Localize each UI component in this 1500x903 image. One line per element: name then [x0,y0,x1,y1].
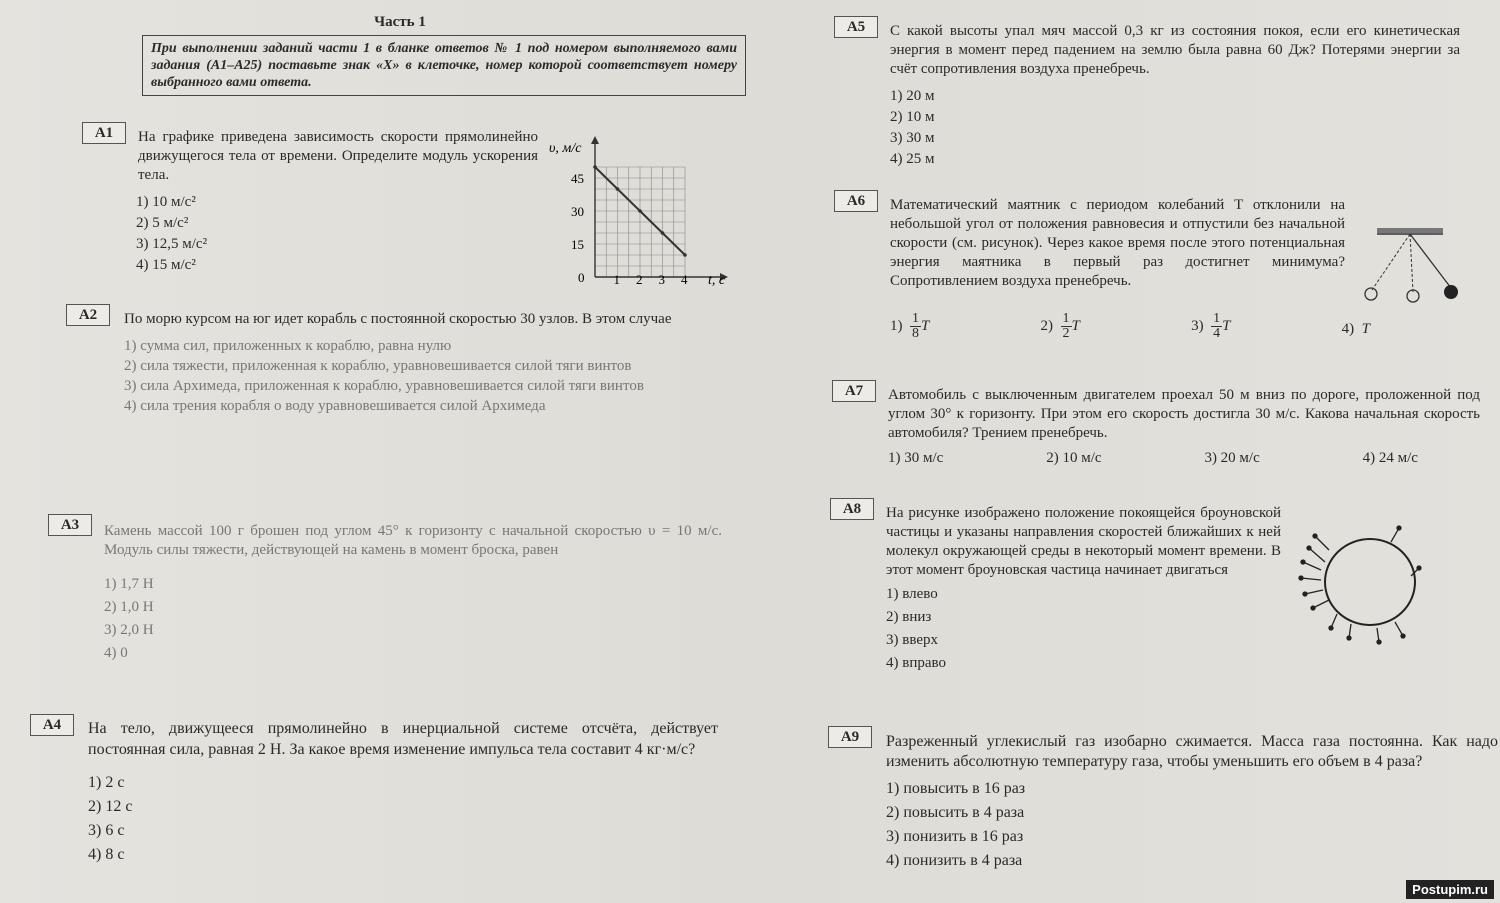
part-title: Часть 1 [374,14,426,30]
task-a1-option: 1) 10 м/с² [136,194,196,210]
task-a9 [886,732,1498,874]
graph-y-label: υ, м/с [549,141,582,156]
molecule [1313,534,1317,538]
molecule [1311,606,1315,610]
task-a6-text: Математический маятник с периодом колебаний T отклонили на небольшой угол от положения равновесия и отпустили без начальной скорости (см. рисунок). Через какое время после этого потенциальная энергия маятника в первый раз достигнет минимума? Сопротивлением воздуха пренебречь. [890,197,1345,289]
pendulum-figure [1355,222,1465,312]
y-axis-arrow [591,136,599,144]
y-tick-label: 45 [571,171,584,186]
x-tick-label: 2 [636,272,643,287]
pendulum-bob-outline [1365,288,1377,300]
task-a1-text: На графике приведена зависимость скорости прямолинейно движущегося тела от времени. Определите модуль ускорения тела. [138,129,538,183]
task-tag-a6: А6 [834,190,878,212]
molecule [1303,592,1307,596]
molecule [1347,636,1351,640]
task-a2-option: 4) сила трения корабля о воду уравновешивается силой Архимеда [124,398,546,414]
task-a7-text: Автомобиль с выключенным двигателем проехал 50 м вниз по дороге, проложенной под углом 30° к горизонту. При этом его скорость достигла 30 м/с. Какова начальная скорость автомобиля? Трением пренебречь. [888,387,1480,441]
task-a5-option: 3) 30 м [890,130,935,146]
task-a3-option: 4) 0 [104,645,128,661]
molecule [1417,566,1421,570]
graph-point [593,165,597,169]
task-a4-text: На тело, движущееся прямолинейно в инерциальной системе отсчёта, действует постоянная сила, равная 2 Н. За какое время изменение импульса тела составит 4 кг·м/с? [88,720,718,758]
task-a5-option: 4) 25 м [890,151,935,167]
molecule-velocity-arrow [1301,578,1321,580]
x-tick-label: 1 [613,272,620,287]
task-a3-option: 1) 1,7 Н [104,576,154,592]
task-a6-option: 4) T [1341,321,1370,337]
molecule [1307,546,1311,550]
task-a6-options [890,312,1370,341]
task-a9-option: 4) понизить в 4 раза [886,852,1023,869]
task-tag-a5: А5 [834,16,878,38]
task-a8-option: 3) вверх [886,632,938,648]
x-tick-label: 3 [658,272,665,287]
task-a6-option: 1) $\frac{1}{8}$ T [890,311,930,341]
task-a7-option: 2) 10 м/с [1046,450,1102,466]
pendulum-support [1377,228,1443,233]
task-a1-option: 2) 5 м/с² [136,215,189,231]
task-a6 [890,196,1345,291]
task-a7-option: 3) 20 м/с [1204,450,1260,466]
task-a9-option: 2) повысить в 4 раза [886,804,1025,821]
graph-point [661,231,665,235]
brownian-particle-figure [1295,518,1435,648]
task-a6-option: 2) $\frac{1}{2}$ T [1040,311,1080,341]
molecule-velocity-arrow [1309,548,1325,562]
molecule [1401,634,1405,638]
graph-x-label: t, с [708,273,726,288]
task-a2-option: 3) сила Архимеда, приложенная к кораблю, уравновешивается силой тяги винтов [124,378,644,394]
task-a7-option: 1) 30 м/с [888,450,944,466]
task-tag-a8: А8 [830,498,874,520]
task-a2-option: 1) сумма сил, приложенных к кораблю, равна нулю [124,338,452,354]
task-a6-option: 3) $\frac{1}{4}$ T [1191,311,1231,341]
molecule [1329,626,1333,630]
task-a3 [104,522,722,666]
instruction-box: При выполнении заданий части 1 в бланке ответов № 1 под номером выполняемого вами задания (А1–А25) поставьте знак «Х» в клеточке, номер которой соответствует номеру выбранного вами ответа. [142,35,746,96]
graph-origin: 0 [578,270,585,285]
task-a3-text: Камень массой 100 г брошен под углом 45° к горизонту с начальной скоростью υ = 10 м/с. Модуль силы тяжести, действующей на камень в момент броска, равен [104,523,722,558]
molecule [1397,526,1401,530]
task-a2-option: 2) сила тяжести, приложенная к кораблю, уравновешивается силой тяги винтов [124,358,632,374]
molecule-velocity-arrow [1303,562,1321,570]
molecule [1301,560,1305,564]
molecule [1299,576,1303,580]
task-a4-option: 3) 6 с [88,822,125,839]
task-a4-option: 4) 8 с [88,846,125,863]
molecule-velocity-arrow [1315,536,1329,550]
task-a1 [138,128,538,277]
task-a9-option: 3) понизить в 16 раз [886,828,1024,845]
task-a5-option: 2) 10 м [890,109,935,125]
task-a5 [890,22,1460,171]
task-a3-option: 3) 2,0 Н [104,622,154,638]
graph-point [616,187,620,191]
task-tag-a1: А1 [82,122,126,144]
task-a5-option: 1) 20 м [890,88,935,104]
pendulum-bob [1444,285,1458,299]
y-tick-label: 15 [571,237,584,252]
task-a4-option: 1) 2 с [88,774,125,791]
task-a9-text: Разреженный углекислый газ изобарно сжимается. Масса газа постоянна. Как надо изменить абсолютную температуру газа, чтобы уменьшить его объем в 4 раза? [886,733,1498,770]
molecule-velocity-arrow [1305,590,1323,594]
graph-point [683,253,687,257]
task-a9-option: 1) повысить в 16 раз [886,780,1026,797]
y-tick-label: 30 [571,204,584,219]
brownian-particle [1325,539,1415,625]
task-a8-option: 1) влево [886,586,938,602]
task-a4-option: 2) 12 с [88,798,133,815]
task-a8-text: На рисунке изображено положение покоящейся броуновской частицы и указаны направления скоростей ближайших к ней молекул окружающей среды в некоторый момент времени. В этот момент броуновская частица начинает двигаться [886,505,1281,578]
velocity-time-graph [545,132,745,292]
task-a7 [888,386,1480,468]
molecule [1377,640,1381,644]
task-a7-option: 4) 24 м/с [1362,450,1418,466]
graph-grid [595,167,685,277]
task-a8 [886,504,1281,676]
task-a1-option: 3) 12,5 м/с² [136,236,208,252]
task-a1-option: 4) 15 м/с² [136,257,196,273]
task-tag-a9: А9 [828,726,872,748]
task-tag-a3: А3 [48,514,92,536]
x-tick-label: 4 [681,272,688,287]
task-tag-a2: А2 [66,304,110,326]
task-a2 [124,310,724,417]
task-a3-option: 2) 1,0 Н [104,599,154,615]
task-tag-a7: А7 [832,380,876,402]
task-tag-a4: А4 [30,714,74,736]
left-column [20,14,740,96]
task-a2-text: По морю курсом на юг идет корабль с постоянной скоростью 30 узлов. В этом случае [124,311,672,327]
task-a5-text: С какой высоты упал мяч массой 0,3 кг из состояния покоя, если его кинетическая энергия в момент перед падением на землю была равна 60 Дж? Потерями энергии за счёт сопротивления воздуха пренебречь. [890,23,1460,77]
task-a4 [88,718,718,868]
task-a8-option: 4) вправо [886,655,946,671]
graph-point [638,209,642,213]
site-watermark: Postupim.ru [1406,880,1494,899]
molecule-velocity-arrow [1313,600,1329,608]
task-a8-option: 2) вниз [886,609,932,625]
